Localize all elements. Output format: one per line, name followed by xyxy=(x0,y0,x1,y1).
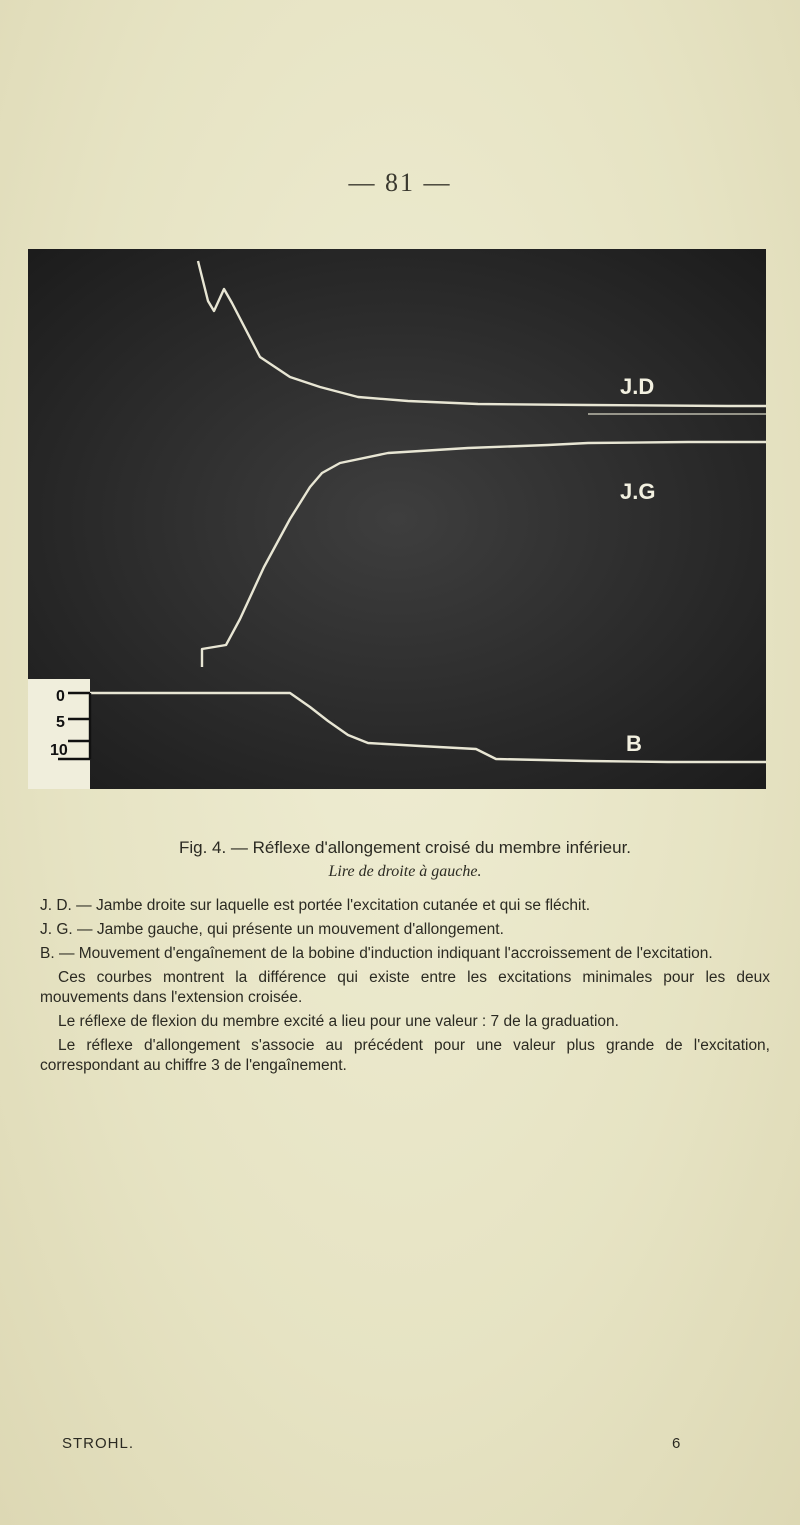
footer-author: STROHL. xyxy=(62,1435,135,1452)
caption-paragraph-curves: Ces courbes montrent la différence qui existe entre les excitations minimales pour les deux mouvements dans l'extension croisée. xyxy=(40,969,770,1006)
caption-paragraph-allongement: Le réflexe d'allongement s'associe au précédent pour une valeur plus grande de l'excitation, correspondant au chiffre 3 de l'engaînement. xyxy=(40,1037,770,1074)
scale-label-5: 5 xyxy=(56,714,65,731)
label-b: B xyxy=(626,731,642,756)
page-number: — 81 — xyxy=(348,168,452,197)
caption-jd: J. D. — Jambe droite sur laquelle est portée l'excitation cutanée et qui se fléchit. xyxy=(40,897,591,914)
label-jg: J.G xyxy=(620,479,656,504)
caption-paragraph-flexion: Le réflexe de flexion du membre excité a lieu pour une valeur : 7 de la graduation. xyxy=(58,1013,619,1030)
smoked-paper xyxy=(28,249,766,789)
kymograph-plate xyxy=(28,249,766,789)
figure-caption xyxy=(40,838,770,1080)
scale-label-0: 0 xyxy=(56,688,65,705)
caption-jg: J. G. — Jambe gauche, qui présente un mouvement d'allongement. xyxy=(40,921,504,938)
caption-b: B. — Mouvement d'engaînement de la bobine d'induction indiquant l'accroissement de l'excitation. xyxy=(40,945,713,962)
label-jd: J.D xyxy=(620,374,655,399)
figure-title: Fig. 4. — Réflexe d'allongement croisé du membre inférieur. xyxy=(178,838,632,857)
scale-label-10: 10 xyxy=(50,742,68,759)
footer-signature: 6 xyxy=(672,1435,681,1452)
figure-subtitle: Lire de droite à gauche. xyxy=(328,863,482,880)
